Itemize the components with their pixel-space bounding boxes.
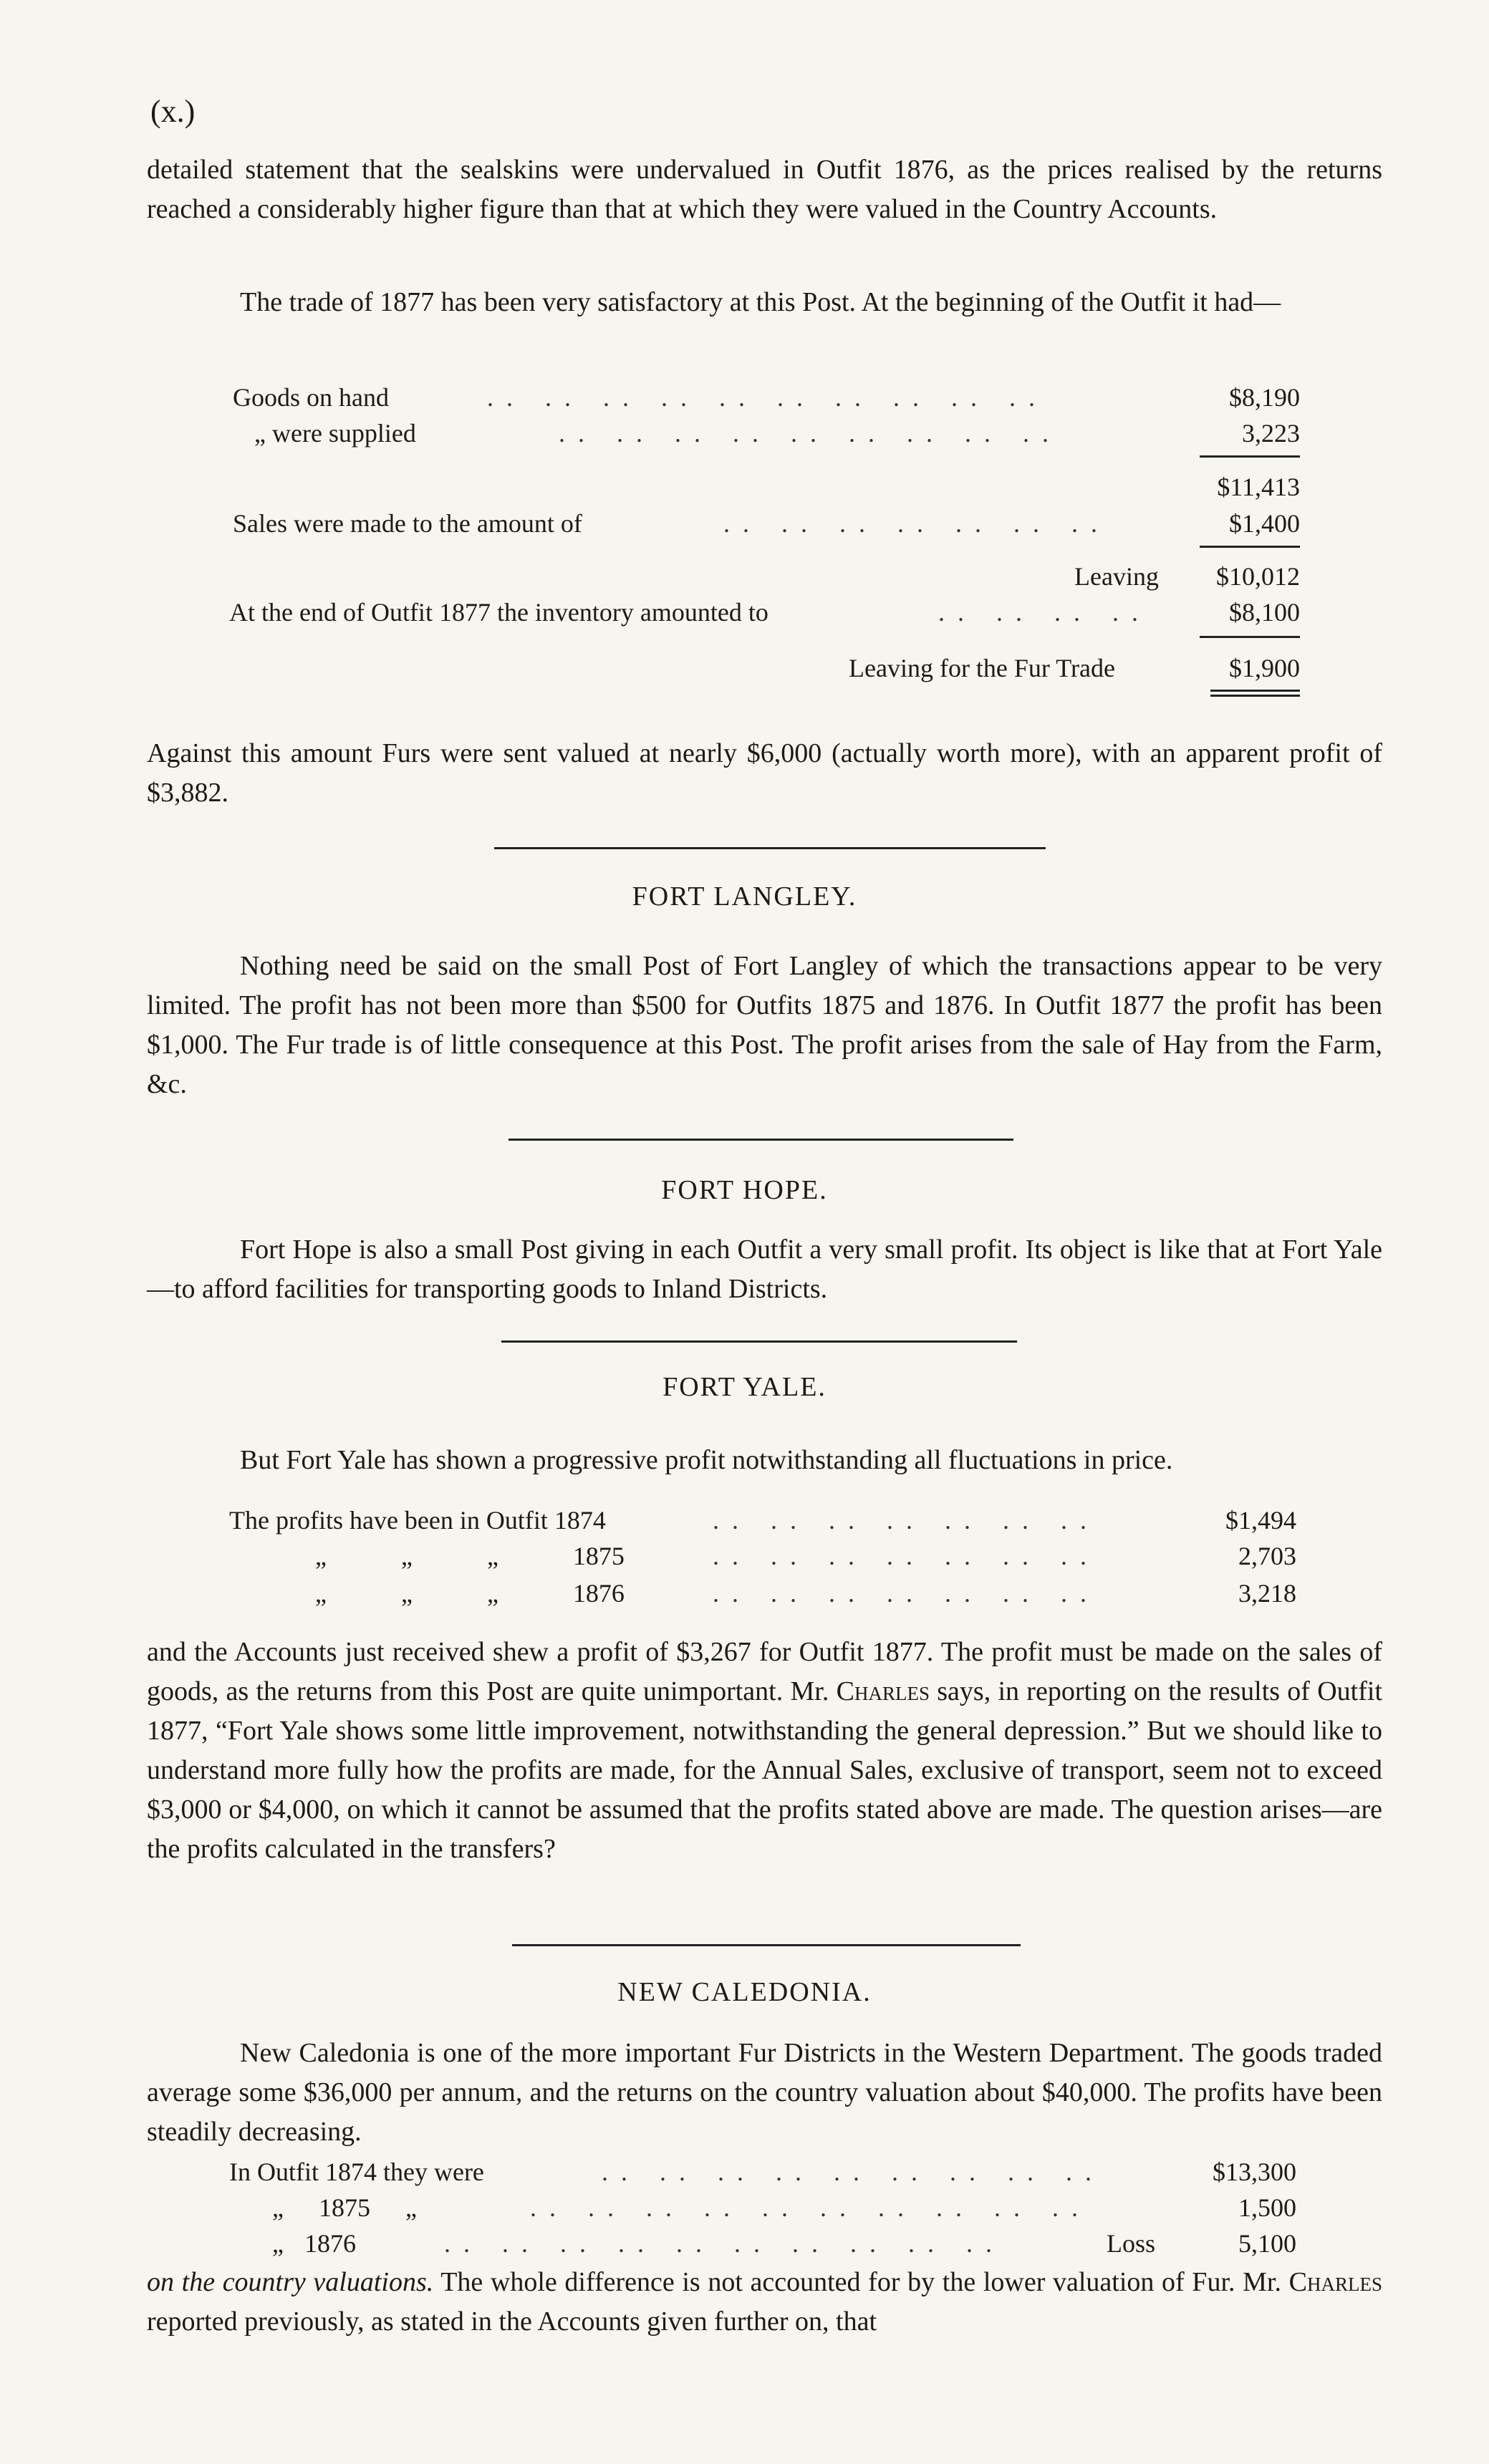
intro-paragraph: detailed statement that the sealskins were undervalued in Outfit 1876, as the prices realised by the returns reached a considerably higher figure than that at which they were valued in the Country Accounts.	[147, 155, 1382, 224]
section-divider	[509, 1139, 1013, 1141]
against-paragraph: Against this amount Furs were sent valued at nearly $6,000 (actually worth more), with an apparent profit of $3,882.	[147, 738, 1382, 808]
caledonia-closing: on the country valuations. The whole difference is not accounted for by the lower valuation of Fur. Mr. Charles reported previously, as stated in the Accounts given further on, that	[147, 2267, 1382, 2337]
section-heading-yale: FORT YALE.	[662, 1372, 827, 1402]
section-divider	[501, 1340, 1017, 1343]
double-rule	[1210, 695, 1300, 697]
section-heading-langley: FORT LANGLEY.	[632, 881, 857, 912]
hope-paragraph: Fort Hope is also a small Post giving in each Outfit a very small profit. Its object is like that at Fort Yale—to afford facilities for transporting goods to Inland Districts.	[147, 1235, 1382, 1304]
section-divider	[512, 1944, 1021, 1946]
name-charles: Charles	[1288, 2267, 1382, 2297]
sum-rule	[1200, 546, 1300, 548]
page-number: (x.)	[150, 94, 196, 129]
double-rule	[1210, 690, 1300, 692]
yale-intro: But Fort Yale has shown a progressive profit notwithstanding all fluctuations in price.	[240, 1445, 1173, 1475]
sum-rule	[1200, 455, 1300, 458]
section-heading-caledonia: NEW CALEDONIA.	[617, 1977, 872, 2007]
yale-paragraph: and the Accounts just received shew a profit of $3,267 for Outfit 1877. The profit must be made on the sales of goods, as the returns from this Post are quite unimportant. Mr. Charles says, in reporting on the results of Outfit 1877, “Fort Yale shows some little improvement, notwithstanding the general depression.” But we should like to understand more fully how the profits are made, for the Annual Sales, exclusive of transport, seem not to exceed $3,000 or $4,000, on which it cannot be assumed that the profits stated above are made. The question arises—are the profits calculated in the transfers?	[147, 1637, 1383, 1864]
section-divider	[494, 847, 1046, 849]
section-heading-hope: FORT HOPE.	[661, 1175, 828, 1205]
document-page: (x.) detailed statement that the sealskins were undervalued in Outfit 1876, as the prices realised by the returns reached a considerably higher figure than that at which they were valued in the Country Accounts. The trade of 1877 has been very satisfactory at this Post. At the beginning of the Outfit it had— Goods on hand .. .. .. .. .. .. .. .. .. .. $8,190 „ were supplied .. .. .. .. .. .. .. .. .. 3,223 $11,413 Sales were made to the amount of .. .. .. .. .. .. .. $1,400 Leaving $10,012 At the end of Outfit 1877 the inventory amounted to .. .. .. .. $8,100 Leaving for the Fur Trade $1,900 Against this amount Furs were sent valued at nearly $6,000 (actually worth more), with an apparent profit of $3,882. FORT LANGLEY. Nothing need be said on the small Post of Fort Langley of which the transactions appear to be very limited. The profit has not been more than $500 for Outfits 1875 and 1876. In Outfit 1877 the profit has been $1,000. The Fur trade is of little consequence at this Post. The profit arises from the sale of Hay from the Farm, &c. FORT HOPE. Fort Hope is also a small Post giving in each Outfit a very small profit. Its object is like that at Fort Yale—to afford facilities for transporting goods to Inland Districts. FORT YALE. But Fort Yale has shown a progressive profit notwithstanding all fluctuations in price. The profits have been in Outfit 1874 .. .. .. .. .. .. .. $1,494 „ „ „ 1875 .. .. .. .. .. .. .. 2,703 „ „ „ 1876 .. .. .. .. .. .. .. 3,218 and the Accounts just received shew a profit of $3,267 for Outfit 1877. The profit must be made on the sales of goods, as the returns from this Post are quite unimportant. Mr. Charles says, in reporting on the results of Outfit 1877, “Fort Yale shows some little improvement, notwithstanding the general depression.” But we should like to understand more fully how the profits are made, for the Annual Sales, exclusive of transport, seem not to exceed $3,000 or $4,000, on which it cannot be assumed that the profits stated above are made. The question arises—are the profits calculated in the transfers? NEW CALEDONIA. New Caledonia is one of the more important Fur Districts in the Western Department. The goods traded average some $36,000 per annum, and the returns on the country valuation about $40,000. The profits have been steadily decreasing. In Outfit 1874 they were .. .. .. .. .. .. .. .. .. $13,300 „ 1875 „ .. .. .. .. .. .. .. .. .. .. 1,500 „ 1876 .. .. .. .. .. .. .. .. .. .. Loss 5,100 on the country valuations. The whole difference is not accounted for by the lower valuation of Fur. Mr. Charles reported previously, as stated in the Accounts given further on, that	[0, 0, 1489, 2464]
sum-rule	[1200, 636, 1300, 638]
name-charles: Charles	[836, 1676, 930, 1706]
langley-paragraph: Nothing need be said on the small Post of Fort Langley of which the transactions appear to be very limited. The profit has not been more than $500 for Outfits 1875 and 1876. In Outfit 1877 the profit has been $1,000. The Fur trade is of little consequence at this Post. The profit arises from the sale of Hay from the Farm, &c.	[147, 951, 1382, 1099]
trade-paragraph: The trade of 1877 has been very satisfactory at this Post. At the beginning of the Outfit it had—	[240, 287, 1281, 317]
caledonia-paragraph: New Caledonia is one of the more important Fur Districts in the Western Department. The goods traded average some $36,000 per annum, and the returns on the country valuation about $40,000. The profits have been steadily decreasing.	[147, 2038, 1382, 2147]
